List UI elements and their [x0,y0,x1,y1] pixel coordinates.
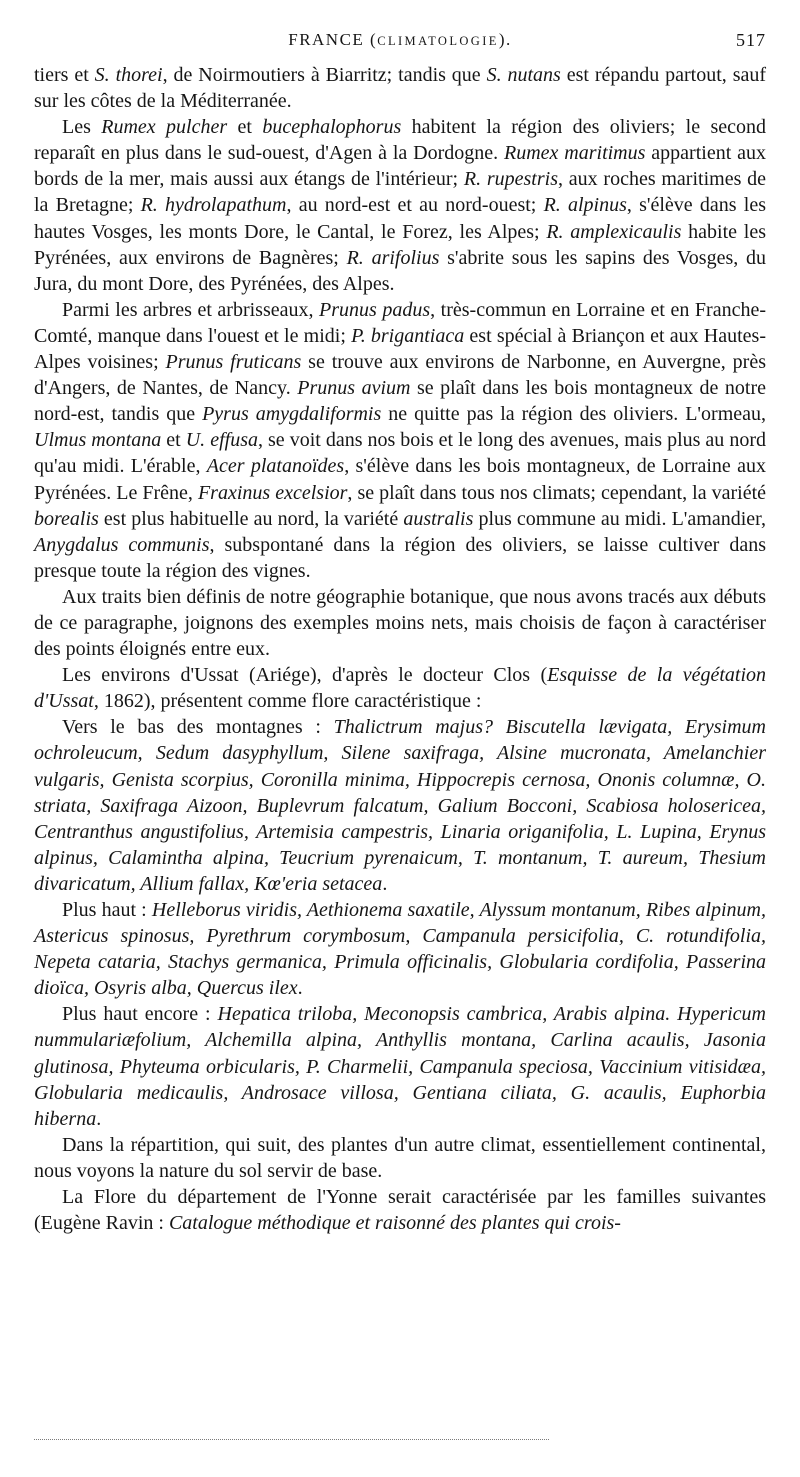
page-number: 517 [736,30,766,50]
text-run: et [161,429,186,452]
paragraph [34,662,766,714]
running-title-end: ). [498,30,512,49]
text-run: Vers le bas des montagnes : [62,716,334,739]
italic-text-run: Pyrus amygdaliformis [202,403,382,426]
text-run: . [96,1107,102,1130]
text-run: . [297,977,303,1000]
italic-text-run: Esquisse de la végétation d'Ussat [34,664,766,713]
italic-text-run: Acer platanoïdes [206,455,345,478]
running-title-smallcaps: CLIMATOLOGIE [377,34,499,48]
text-run: , s'élève dans les bois montagneux, de Lorraine aux Pyrénées. Le Frêne, [34,455,766,504]
running-title [34,30,766,50]
italic-text-run: R. alpinus [543,194,627,217]
footer-dotted-rule [34,1439,549,1440]
text-run: habitent la région des oliviers; le second reparaît en plus dans le sud-ouest, d'Agen à la Dordogne. [34,116,766,165]
italic-text-run: Helleborus viridis, Aethionema saxatile, Alyssum montanum, Ribes alpinum, Astericus spinosus, Pyrethrum corymbosum, Campanula persicifolia, C. rotundifolia, Nepeta cataria, Stachys germanica, Primula officinalis, Globularia cordifolia, Passerina dioïca, Osyris alba, Quercus ilex [34,899,766,1000]
body-text [34,62,766,1236]
italic-text-run: Hepatica triloba, Meconopsis cambrica, Arabis alpina. Hypericum nummulariæfolium, Alchemilla alpina, Anthyllis montana, Carlina acaulis, Jasonia glutinosa, Phyteuma orbicularis, P. Charmelii, Campanula speciosa, Vaccinium vitisidæa, Globularia medicaulis, Androsace villosa, Gentiana ciliata, G. acaulis, Euphorbia hiberna [34,1003,766,1130]
italic-text-run: Prunus avium [297,377,411,400]
text-run: s'abrite sous les sapins des Vosges, du Jura, du mont Dore, des Pyrénées, des Alpes. [34,246,766,295]
italic-text-run: U. effusa [185,429,258,452]
running-title-main: FRANCE ( [288,30,378,49]
paragraph [34,297,766,584]
text-run: Aux traits bien définis de notre géographie botanique, que nous avons tracés aux débuts de ce paragraphe, joignons des exemples moins nets, mais choisis de façon à caractériser des points éloignés entre eux. [34,585,766,661]
text-run: Les environs d'Ussat (Ariége), d'après le docteur Clos ( [62,664,548,687]
italic-text-run: australis [403,507,474,530]
text-run: plus commune au midi. L'amandier, [473,507,766,530]
text-run: est spécial à Briançon et aux Hautes-Alpes voisines; [34,324,766,374]
running-header [34,30,766,56]
paragraph [34,1132,766,1184]
italic-text-run: Anygdalus communis [34,533,210,556]
text-run: se trouve aux environs de Narbonne, en Auvergne, près d'Angers, de Nantes, de Nancy. [34,351,766,400]
italic-text-run: Rumex pulcher [101,116,228,139]
paragraph [34,584,766,662]
italic-text-run: Thalictrum majus? Biscutella lævigata, Erysimum ochroleucum, Sedum dasyphyllum, Silene saxifraga, Alsine mucronata, Amelanchier vulgaris, Genista scorpius, Coronilla minima, Hippocrepis cernosa, Ononis columnæ, O. striata, Saxifraga Aizoon, Buplevrum falcatum, Galium Bocconi, Scabiosa holosericea, Centranthus angustifolius, Artemisia campestris, Linaria origanifolia, L. Lupina, Erynus alpinus, Calamintha alpina, Teucrium pyrenaicum, T. montanum, T. aureum, Thesium divaricatum, Allium fallax, Kœ'eria setacea [34,716,766,895]
italic-text-run: Fraxinus excelsior [197,481,348,504]
italic-text-run: R. hydrolapathum [140,194,287,217]
paragraph [34,1001,766,1131]
text-run: , de Noirmoutiers à Biarritz; tandis que [162,64,487,86]
text-run: habite les Pyrénées, aux environs de Bagnères; [34,220,766,269]
italic-text-run: Prunus fruticans [165,351,302,374]
italic-text-run: R. arifolius [346,246,440,269]
italic-text-run: Prunus padus [319,298,431,321]
italic-text-run: R. amplexicaulis [546,220,682,243]
italic-text-run: S. thorei [94,64,163,86]
text-run: ne quitte pas la région des oliviers. L'ormeau, [381,403,767,426]
text-run: Dans la répartition, qui suit, des plantes d'un autre climat, essentiellement continental, nous voyons la nature du sol servir de base. [34,1133,766,1182]
paragraph [34,714,766,897]
text-run: , très-commun en Lorraine et en Franche-Comté, manque dans l'ouest et le midi; [34,298,766,347]
italic-text-run: Rumex maritimus [504,142,646,165]
text-run: , se voit dans nos bois et le long des avenues, mais plus au nord qu'au midi. L'érable, [34,429,766,478]
paragraph [34,1184,766,1236]
text-run: , se plaît dans tous nos climats; cependant, la variété [347,481,767,504]
italic-text-run: Catalogue méthodique et raisonné des plantes qui crois- [168,1212,621,1235]
text-run: , 1862), présentent comme flore caractéristique : [93,690,482,713]
italic-text-run: borealis [34,507,99,530]
italic-text-run: P. brigantiaca [351,324,465,347]
text-run: est plus habituelle au nord, la variété [98,507,404,530]
text-run: tiers et [34,64,95,86]
text-run: , subspontané dans la région des oliviers, se laisse cultiver dans presque toute la région des vignes. [34,533,766,582]
text-run: appartient aux bords de la mer, mais aussi aux étangs de l'intérieur; [34,142,767,191]
text-run: Plus haut encore : [62,1003,218,1026]
text-run: , au nord-est et au nord-ouest; [286,194,544,217]
italic-text-run: Ulmus montana [34,429,162,452]
italic-text-run: S. nutans [486,64,561,86]
text-run: Les [62,116,102,139]
paragraph [34,114,766,297]
paragraph [34,62,766,114]
text-run: et [227,116,263,139]
text-run: , aux roches maritimes de la Bretagne; [34,168,767,217]
text-run: La Flore du département de l'Yonne serait caractérisée par les familles suivantes (Eugène Ravin : [34,1186,766,1235]
text-run: Plus haut : [62,899,152,921]
italic-text-run: bucephalophorus [262,116,402,139]
text-run: Parmi les arbres et arbrisseaux, [62,298,320,321]
text-run: est répandu partout, sauf sur les côtes de la Méditerranée. [34,64,767,113]
text-run: , s'élève dans les hautes Vosges, les monts Dore, le Cantal, le Forez, les Alpes; [34,194,766,243]
italic-text-run: R. rupestris [463,168,558,191]
text-run: se plaît dans les bois montagneux de notre nord-est, tandis que [34,377,767,426]
text-run: . [382,872,388,895]
paragraph [34,897,766,1001]
